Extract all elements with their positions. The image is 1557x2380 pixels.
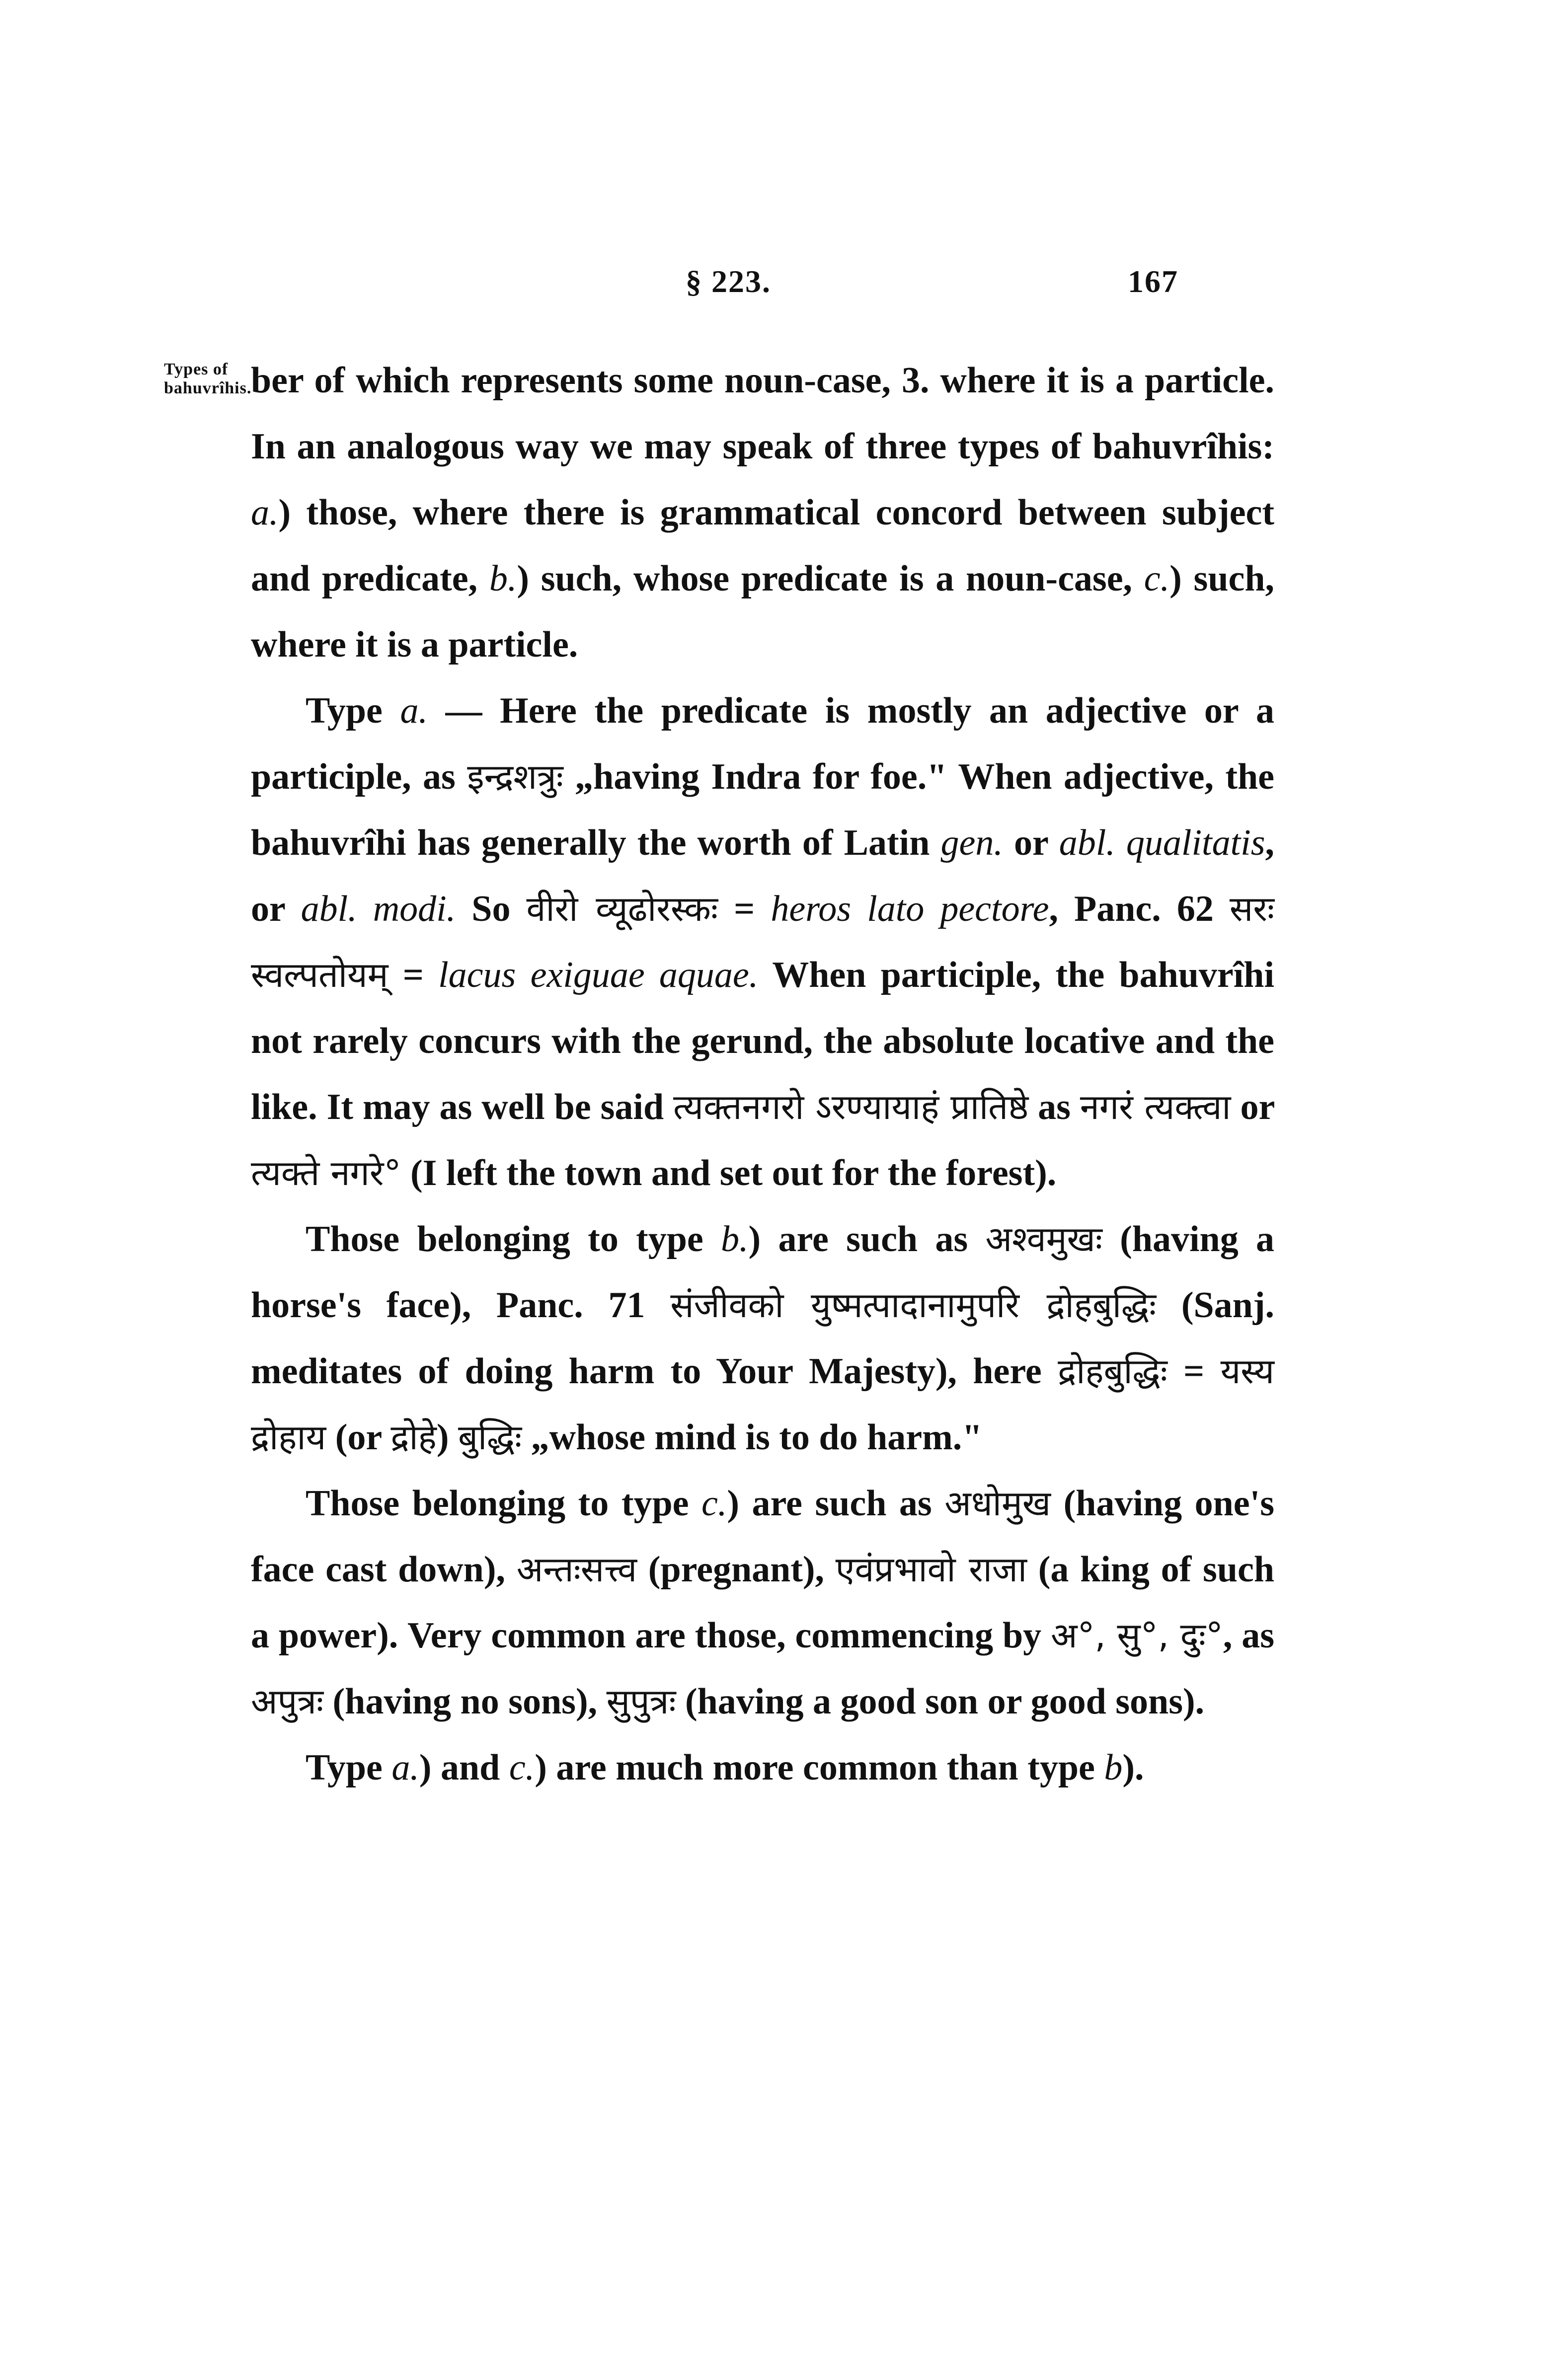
text-run: ) and [419,1747,509,1788]
text-run: , as [1223,1615,1274,1656]
sanskrit-term: द्रोहबुद्धिः [1058,1351,1168,1392]
italic-text: abl. modi. [301,889,456,929]
italic-text: c. [509,1747,535,1788]
sanskrit-term: द्रोहे [390,1417,437,1458]
text-run: ) such, where it is a particle. [251,558,1274,665]
text-run: (having a horse's face), Panc. 71 [251,1219,1274,1326]
text-run: „having Indra for foe." When adjective, the bahuvrîhi has generally the worth of Latin [251,756,1274,863]
sanskrit-term: यस्य द्रोहाय [251,1351,1275,1458]
text-run: as [1028,1087,1080,1127]
text-run: ) [436,1417,458,1458]
sanskrit-term: त्यक्तनगरो ऽरण्यायाहं प्रातिष्ठे [673,1087,1029,1127]
sanskrit-term: त्यक्ते नगरे° [251,1153,401,1193]
text-run: ) are much more common than type [535,1747,1104,1788]
sanskrit-term: सुपुत्रः [606,1681,676,1722]
italic-text: b [1104,1747,1123,1788]
text-run: (pregnant), [637,1549,836,1590]
text-run: Type [306,690,400,731]
paragraph [251,1471,1274,1735]
text-run: ) are such as [727,1483,945,1524]
text-run: ) are such as [748,1219,986,1260]
text-run: (having a good son or good sons). [676,1681,1205,1722]
text-run: (or [326,1417,391,1458]
text-run: (having no sons), [323,1681,607,1722]
paragraph [251,678,1274,1206]
margin-note: Types of bahuvrîhis. [164,360,252,397]
text-run: (Sanj. meditates of doing harm to Your Majesty), here [251,1285,1274,1392]
section-number: § 223. [686,264,771,299]
sanskrit-term: इन्द्रशत्रुः [467,756,563,797]
sanskrit-term: अ°, सु°, दुः° [1051,1615,1223,1656]
italic-text: c. [1144,558,1170,599]
body-text [251,348,1274,1801]
text-run: Those belonging to type [306,1219,721,1260]
italic-text: gen. [940,822,1003,863]
sanskrit-term: बुद्धिः [458,1417,522,1458]
italic-text: abl. qualitatis [1059,822,1265,863]
text-run: , Panc. 62 [1049,889,1230,929]
text-run: — Here the predicate is mostly an adjective or a participle, as [251,690,1275,797]
paragraph [251,1735,1274,1801]
text-run: or [1003,822,1059,863]
sanskrit-term: अधोमुख [944,1483,1051,1524]
sanskrit-term: वीरो व्यूढोरस्कः [526,889,718,929]
italic-text: lacus exiguae aquae. [438,955,759,995]
paragraph [251,1206,1274,1471]
text-run: = [388,955,439,995]
sanskrit-term: अपुत्रः [251,1681,324,1722]
text-run: or [1231,1087,1274,1127]
text-run: = [718,889,771,929]
text-run: Type [306,1747,392,1788]
paragraph [251,348,1274,678]
sanskrit-term: अन्तःसत्त्व [516,1549,637,1590]
sanskrit-term: अश्वमुखः [985,1219,1102,1260]
sanskrit-term: संजीवको युष्मत्पादानामुपरि द्रोहबुद्धिः [670,1285,1157,1326]
italic-text: a. [400,690,428,731]
text-run: So [456,889,527,929]
italic-text: a. [251,492,279,533]
running-header [0,263,1557,308]
sanskrit-term: सरः स्वल्पतोयम् [251,889,1275,995]
sanskrit-term: नगरं त्यक्त्वा [1080,1087,1231,1127]
text-run: ) such, whose predicate is a noun-case, [517,558,1144,599]
text-run: ) those, where there is grammatical concord between subject and predicate, [251,492,1274,599]
text-run: (I left the town and set out for the forest). [401,1153,1057,1193]
italic-text: b. [489,558,517,599]
sanskrit-term: एवंप्रभावो राजा [835,1549,1027,1590]
text-run: ). [1122,1747,1144,1788]
italic-text: c. [701,1483,727,1524]
text-run: = [1167,1351,1221,1392]
page-number: 167 [1128,264,1178,299]
italic-text: b. [721,1219,749,1260]
text-run: Those belonging to type [306,1483,702,1524]
italic-text: a. [391,1747,419,1788]
italic-text: heros lato pectore [771,889,1049,929]
text-run: When participle, the bahuvrîhi not rarely concurs with the gerund, the absolute locative and the like. It may as well be said [251,955,1275,1127]
text-run: „whose mind is to do harm." [522,1417,983,1458]
text-run: , or [251,822,1275,929]
text-run: (a king of such a power). Very common are those, commencing by [251,1549,1274,1656]
text-run: (having one's face cast down), [251,1483,1274,1590]
text-run: ber of which represents some noun-case, 3. where it is a particle. In an analogous way we may speak of three types of bahuvrîhis: [251,360,1274,467]
